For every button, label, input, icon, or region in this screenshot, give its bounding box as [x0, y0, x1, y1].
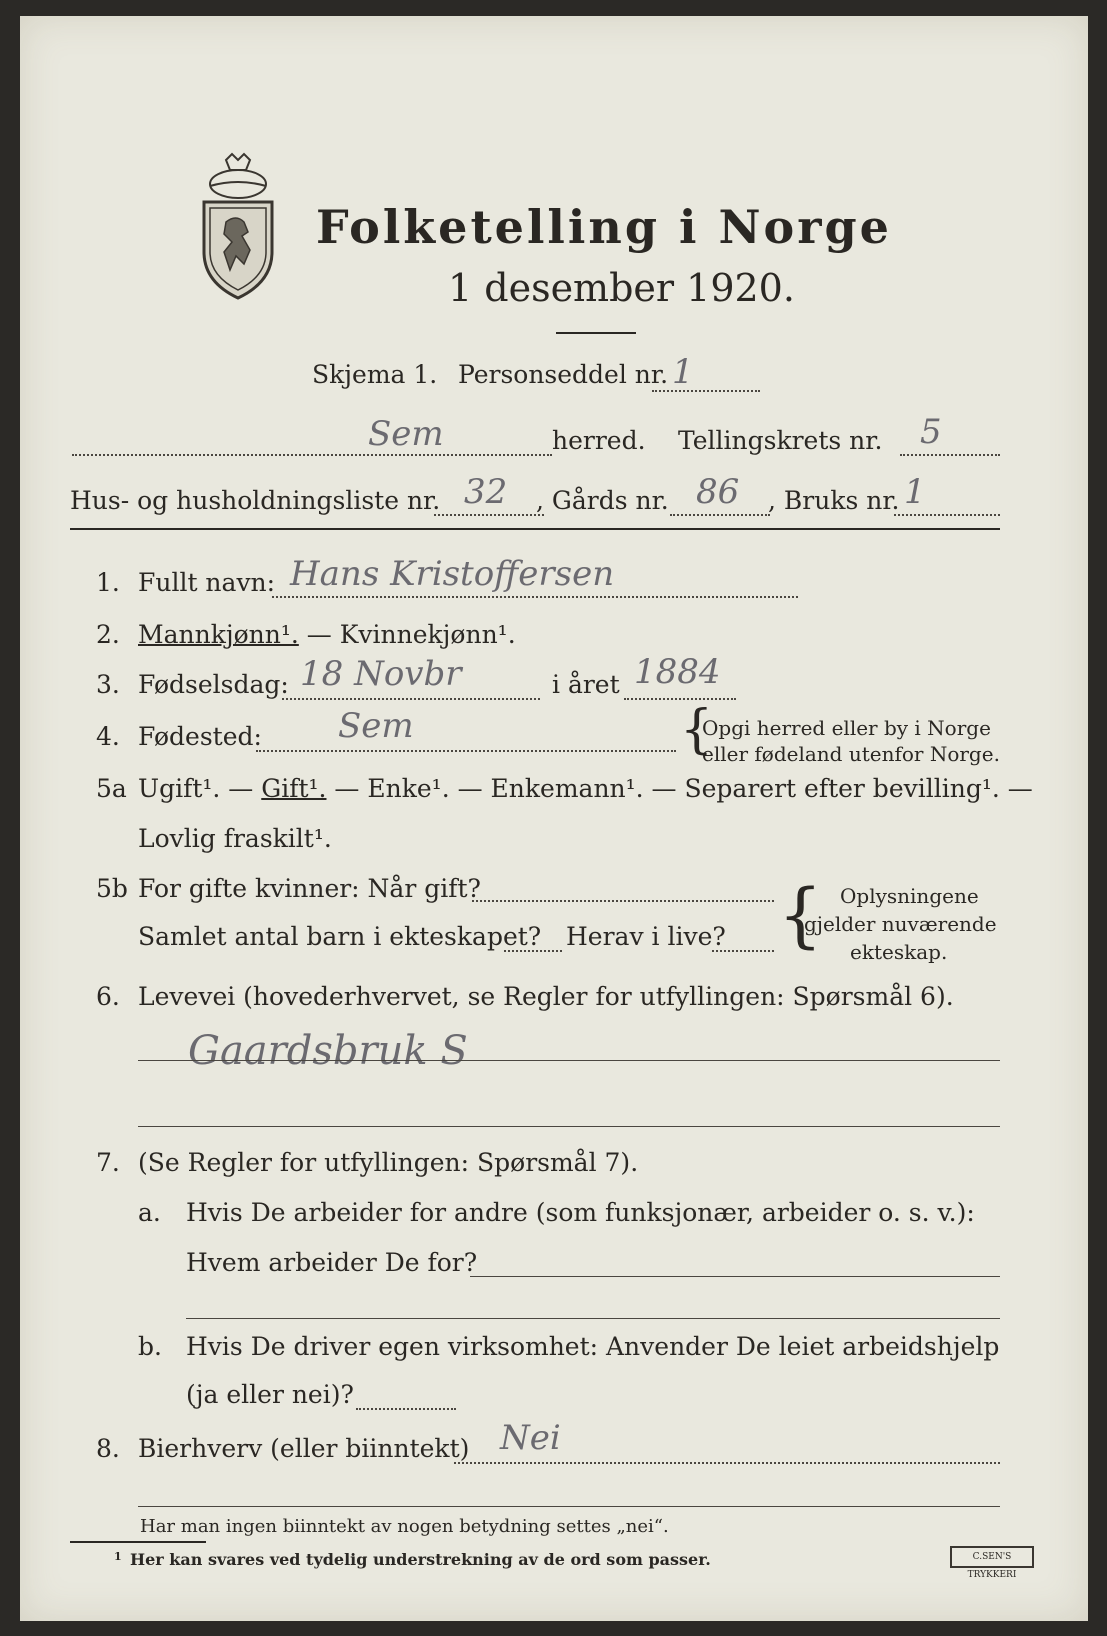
q5b-when-married: For gifte kvinner: Når gift? — [138, 874, 481, 903]
personseddel-label: Personseddel nr. — [458, 360, 669, 389]
coat-of-arms-icon — [196, 152, 280, 302]
bruks-value[interactable]: 1 — [904, 472, 926, 512]
q5b-note-1: Oplysningene — [840, 884, 979, 908]
q8-number: 8. — [96, 1434, 120, 1463]
gards-label: , Gårds nr. — [536, 486, 669, 515]
q7a-question: Hvis De arbeider for andre (som funksjonær, arbeider o. s. v.): — [186, 1198, 975, 1227]
gender-options: Mannkjønn¹. — Kvinnekjønn¹. — [138, 620, 516, 649]
q5b-children-alive: Herav i live? — [566, 922, 726, 951]
q7a-employer-label: Hvem arbeider De for? — [186, 1248, 478, 1277]
gards-value[interactable]: 86 — [696, 472, 740, 512]
bruks-label: , Bruks nr. — [768, 486, 900, 515]
personseddel-value[interactable]: 1 — [672, 352, 694, 392]
gender-female[interactable]: Kvinnekjønn¹. — [339, 620, 516, 649]
q6-number: 6. — [96, 982, 120, 1011]
q5b-note-3: ekteskap. — [850, 940, 948, 964]
birthplace-value[interactable]: Sem — [338, 706, 414, 746]
birth-year-value[interactable]: 1884 — [634, 652, 721, 692]
marital-unmarried[interactable]: Ugift¹. — [138, 774, 221, 803]
q1-label: Fullt navn: — [138, 568, 276, 597]
footer-note: Har man ingen biinntekt av nogen betydning settes „nei“. — [140, 1516, 669, 1537]
printer-stamp: C.SEN'S TRYKKERI — [950, 1546, 1034, 1568]
full-name-value[interactable]: Hans Kristoffersen — [290, 554, 615, 594]
marital-married[interactable]: Gift¹. — [261, 774, 327, 803]
side-income-value[interactable]: Nei — [500, 1418, 561, 1458]
q4-label: Fødested: — [138, 722, 262, 751]
form-title: Folketelling i Norge — [316, 200, 892, 254]
q3-label: Fødselsdag: — [138, 670, 289, 699]
q7-number: 7. — [96, 1148, 120, 1177]
q5a-number: 5a — [96, 774, 127, 803]
q2-number: 2. — [96, 620, 120, 649]
footnote: Her kan svares ved tydelig understrekning av de ord som passer. — [130, 1550, 711, 1569]
q5b-note-2: gjelder nuværende — [804, 912, 997, 936]
herred-value[interactable]: Sem — [368, 414, 444, 454]
q8-label: Bierhverv (eller biinntekt) — [138, 1434, 470, 1463]
q7b-yes-no-label: (ja eller nei)? — [186, 1380, 354, 1409]
gender-male[interactable]: Mannkjønn¹. — [138, 620, 299, 649]
q1-number: 1. — [96, 568, 120, 597]
q6-label: Levevei (hovederhvervet, se Regler for utfyllingen: Spørsmål 6). — [138, 982, 954, 1011]
census-form: Folketelling i Norge 1 desember 1920. Skjema 1. Personseddel nr. 1 Sem herred. Tellingskrets nr. 5 Hus- og husholdningsliste nr. 32 , Gårds nr. 86 , Bruks nr. 1 1. Fullt navn: Hans Kristoffersen 2. Mannkjønn¹. — Kvinnekjønn¹. 3. Fødselsdag: 18 Novbr i året 1884 4. Fødested: Sem { Opgi herred eller by i Norge eller fødeland utenfor Norge. 5a Ugift¹. — Gift¹. — Enke¹. — Enkemann¹. — Separert efter bevilling¹. — Lovlig fraskilt¹. 5b For gifte kvinner: Når gift? Samlet antal barn i ekteskapet? Herav i live? { Oplysningene gjelder nuværende ekteskap. 6. Levevei (hovederhvervet, se Regler for utfyllingen: Spørsmål 6). Gaardsbruk S 7. (Se Regler for utfyllingen: Spørsmål 7). a. Hvis De arbeider for andre (som funksjonær, arbeider o. s. v.): Hvem arbeider De for? b. Hvis De driver egen virksomhet: Anvender De leiet arbeidshjelp (ja eller nei)? 8. Bierhverv (eller biinntekt) Nei Har man ingen biinntekt av nogen betydning settes „nei“. 1 Her kan svares ved tydelig understrekning av de ord som passer. C.SEN'S TRYKKERI — [20, 16, 1088, 1621]
q7a-letter: a. — [138, 1198, 161, 1227]
birthplace-note-2: eller fødeland utenfor Norge. — [702, 742, 1000, 766]
birth-date-value[interactable]: 18 Novbr — [300, 654, 462, 694]
q3-number: 3. — [96, 670, 120, 699]
q7b-question: Hvis De driver egen virksomhet: Anvender De leiet arbeidshjelp — [186, 1332, 1000, 1361]
marital-options: Ugift¹. — Gift¹. — Enke¹. — Enkemann¹. — Separert efter bevilling¹. — — [138, 774, 1033, 803]
tellingskrets-label: Tellingskrets nr. — [678, 426, 883, 455]
occupation-value[interactable]: Gaardsbruk S — [188, 1028, 468, 1074]
year-label: i året — [552, 670, 620, 699]
birthplace-note-1: Opgi herred eller by i Norge — [702, 716, 991, 740]
hired-help-field[interactable] — [356, 1408, 456, 1410]
q7-label: (Se Regler for utfyllingen: Spørsmål 7). — [138, 1148, 639, 1177]
tellingskrets-value[interactable]: 5 — [920, 412, 942, 452]
skjema-label: Skjema 1. — [312, 360, 438, 389]
marital-divorced[interactable]: Lovlig fraskilt¹. — [138, 824, 332, 853]
q5b-children-count: Samlet antal barn i ekteskapet? — [138, 922, 542, 951]
hus-label: Hus- og husholdningsliste nr. — [70, 486, 441, 515]
section-divider — [70, 528, 1000, 530]
hus-value[interactable]: 32 — [464, 472, 508, 512]
q4-number: 4. — [96, 722, 120, 751]
marital-other-options[interactable]: — Enke¹. — Enkemann¹. — Separert efter bevilling¹. — — [326, 774, 1033, 803]
employer-field[interactable] — [470, 1276, 1000, 1277]
q7b-letter: b. — [138, 1332, 162, 1361]
q5b-number: 5b — [96, 874, 128, 903]
herred-label: herred. — [552, 426, 646, 455]
footnote-mark: 1 — [114, 1550, 122, 1563]
form-subtitle: 1 desember 1920. — [448, 266, 795, 310]
